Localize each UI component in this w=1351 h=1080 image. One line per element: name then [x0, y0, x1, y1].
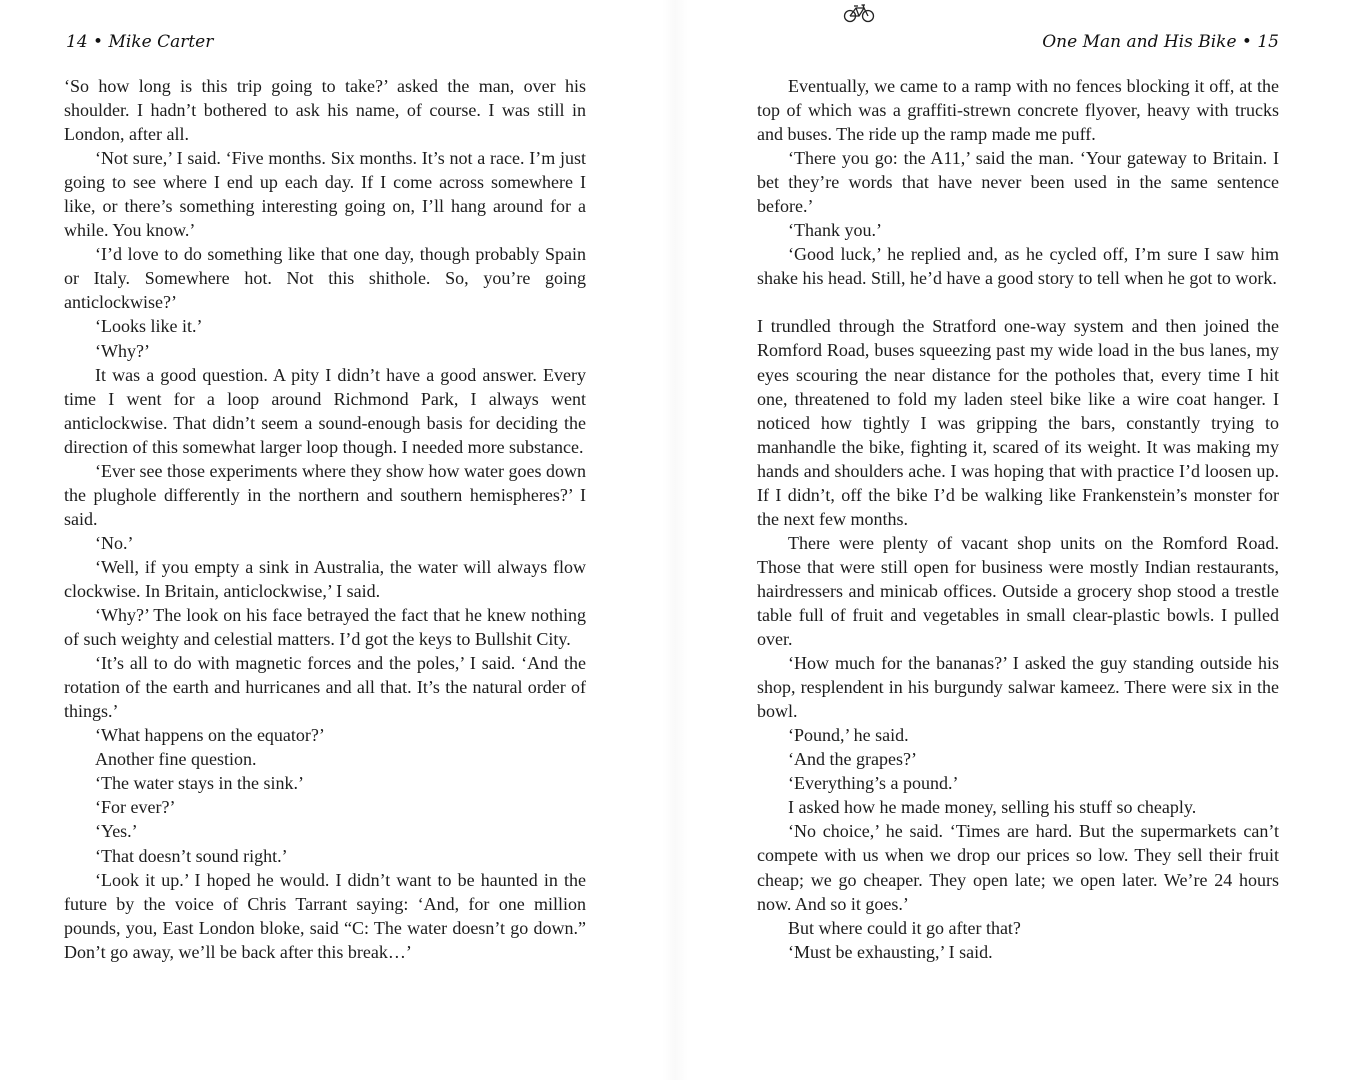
paragraph: ‘Good luck,’ he replied and, as he cycled off, I’m sure I saw him shake his head. Still, he’d have a good story to tell when he got to work. — [757, 244, 1279, 289]
paragraph: ‘That doesn’t sound right.’ — [95, 845, 288, 866]
left-page — [64, 0, 586, 1080]
paragraph: ‘For ever?’ — [95, 797, 176, 818]
gutter-shadow — [662, 0, 688, 1080]
paragraph: ‘It’s all to do with magnetic forces and the poles,’ I said. ‘And the rotation of the earth and hurricanes and all that. It’s the natural order of things.’ — [64, 653, 586, 722]
running-head-right: One Man and His Bike • 15 — [1042, 32, 1279, 52]
paragraph: ‘Look it up.’ I hoped he would. I didn’t want to be haunted in the future by the voice of Chris Tarrant saying: ‘And, for one million pounds, you, East London bloke, said “C: The water doesn’t go down.” Don’t go away, we’ll be back after this break…’ — [64, 869, 586, 962]
paragraph: ‘How much for the bananas?’ I asked the guy standing outside his shop, resplendent in his burgundy salwar kameez. There were six in the bowl. — [757, 653, 1279, 722]
paragraph: ‘Why?’ The look on his face betrayed the fact that he knew nothing of such weighty and celestial matters. I’d got the keys to Bullshit City. — [64, 605, 586, 650]
paragraph: ‘I’d love to do something like that one day, though probably Spain or Italy. Somewhere hot. Not this shithole. So, you’re going anticlockwise?’ — [64, 244, 586, 313]
right-page — [757, 0, 1279, 1080]
left-page-body — [64, 74, 586, 964]
paragraph: Eventually, we came to a ramp with no fences blocking it off, at the top of which was a graffiti-strewn concrete flyover, heavy with trucks and buses. The ride up the ramp made me puff. — [757, 76, 1279, 145]
paragraph: ‘Well, if you empty a sink in Australia, the water will always flow clockwise. In Britain, anticlockwise,’ I said. — [64, 556, 586, 601]
paragraph: ‘Pound,’ he said. — [788, 725, 909, 746]
paragraph: It was a good question. A pity I didn’t have a good answer. Every time I went for a loop around Richmond Park, I always went anticlockwise. That didn’t seem a sound-enough basis for deciding the direction of this somewhat larger loop though. I needed more substance. — [64, 364, 586, 457]
paragraph: ‘The water stays in the sink.’ — [95, 773, 304, 794]
paragraph: But where could it go after that? — [788, 917, 1021, 938]
paragraph: There were plenty of vacant shop units on the Romford Road. Those that were still open for business were mostly Indian restaurants, hairdressers and minicab offices. Outside a grocery shop stood a trestle table full of fruit and vegetables in small clear-plastic bowls. I pulled over. — [757, 532, 1279, 650]
paragraph: ‘Not sure,’ I said. ‘Five months. Six months. It’s not a race. I’m just going to see where I end up each day. If I come across somewhere I like, or there’s something interesting going on, I’ll hang around for a while. You know.’ — [64, 148, 586, 241]
paragraph: I trundled through the Stratford one-way system and then joined the Romford Road, buses squeezing past my wide load in the bus lanes, my eyes scouring the near distance for the potholes that, every time I hit one, threatened to fold my laden steel bike like a wire coat hanger. I noticed how tightly I was gripping the bars, constantly trying to manhandle the bike, fighting it, scared of its weight. It was making my hands and shoulders ache. I was hoping that with practice I’d loosen up. If I didn’t, off the bike I’d be walking like Frankenstein’s monster for the next few months. — [757, 316, 1279, 529]
paragraph: ‘There you go: the A11,’ said the man. ‘Your gateway to Britain. I bet they’re words that have never been used in the same sentence before.’ — [757, 148, 1279, 217]
paragraph: ‘Yes.’ — [95, 821, 138, 842]
paragraph: ‘Thank you.’ — [788, 220, 882, 241]
paragraph: ‘So how long is this trip going to take?’ asked the man, over his shoulder. I hadn’t bothered to ask his name, of course. I was still in London, after all. — [64, 76, 586, 145]
paragraph: ‘What happens on the equator?’ — [95, 725, 325, 746]
running-head-left: 14 • Mike Carter — [66, 32, 214, 52]
paragraph: Another fine question. — [95, 749, 257, 770]
paragraph: ‘Ever see those experiments where they show how water goes down the plughole differently in the northern and southern hemispheres?’ I said. — [64, 460, 586, 529]
paragraph: ‘And the grapes?’ — [788, 749, 917, 770]
paragraph: ‘Why?’ — [95, 340, 150, 361]
paragraph: I asked how he made money, selling his stuff so cheaply. — [788, 797, 1197, 818]
right-page-body — [757, 74, 1279, 964]
paragraph: ‘No choice,’ he said. ‘Times are hard. But the supermarkets can’t compete with us when we drop our prices so low. They sell their fruit cheap; we go cheaper. They open late; we open later. We’re 24 hours now. And so it goes.’ — [757, 821, 1279, 914]
paragraph: ‘No.’ — [95, 532, 134, 553]
paragraph: ‘Looks like it.’ — [95, 316, 203, 337]
paragraph: ‘Must be exhausting,’ I said. — [788, 941, 993, 962]
paragraph: ‘Everything’s a pound.’ — [788, 773, 959, 794]
